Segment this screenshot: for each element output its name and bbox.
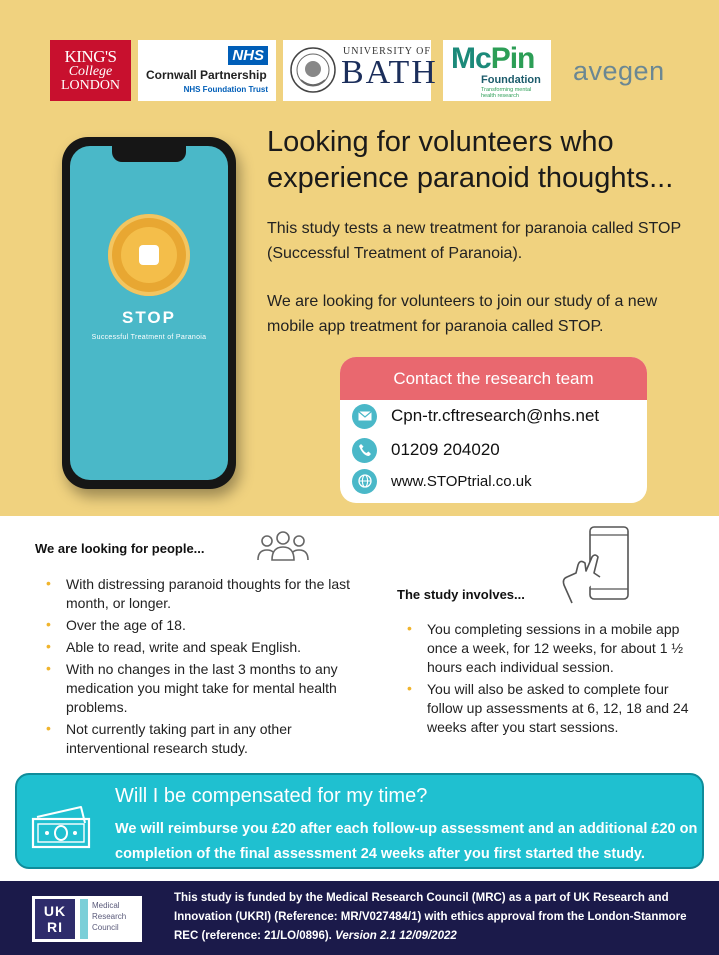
- contact-card: [340, 357, 647, 503]
- app-subtitle: Successful Treatment of Paranoia: [91, 334, 207, 341]
- looking-for-list: [40, 575, 370, 761]
- university-of-bath-logo: UNIVERSITY OF BATH: [283, 40, 431, 101]
- ukri-logo: UK RI: [35, 899, 75, 939]
- intro-paragraph-2: We are looking for volunteers to join our study of a new mobile app treatment for paranoia called STOP.: [267, 293, 658, 335]
- study-involves-list: [401, 620, 701, 740]
- list-item: • With no changes in the last 3 months to any medication you might take for mental health problems.: [40, 660, 370, 717]
- page-title: Looking for volunteers who experience paranoid thoughts...: [267, 126, 674, 194]
- phone-screen: [70, 146, 228, 480]
- email-icon: [352, 404, 377, 429]
- compensation-panel: [15, 773, 704, 869]
- looking-for-title: We are looking for people...: [35, 541, 205, 556]
- contact-heading: Contact the research team: [340, 357, 647, 400]
- compensation-body: We will reimburse you £20 after each follow-up assessment and an additional £20 on completion of the final assessment 24 weeks after you first started the study.: [115, 821, 698, 862]
- mcpin-foundation-logo: McPin Foundation Transforming mental health research: [443, 40, 551, 101]
- list-item: • With distressing paranoid thoughts for the last month, or longer.: [40, 575, 370, 613]
- globe-icon: [352, 469, 377, 494]
- contact-phone-row[interactable]: [352, 437, 500, 463]
- study-involves-title: The study involves...: [397, 587, 525, 602]
- mrc-logo-text: Medical Research Council: [92, 901, 127, 932]
- bath-seal-icon: [289, 46, 337, 94]
- ukri-mrc-logo: [32, 896, 142, 942]
- contact-website[interactable]: www.STOPtrial.co.uk: [391, 472, 532, 490]
- list-item: • You completing sessions in a mobile app once a week, for 12 weeks, for about 1 ½ hours each individual session.: [401, 620, 701, 677]
- kings-college-london-logo: KING'S College LONDON: [50, 40, 131, 101]
- list-item: • Not currently taking part in any other interventional research study.: [40, 720, 370, 758]
- contact-phone[interactable]: 01209 204020: [391, 440, 500, 459]
- funding-statement: This study is funded by the Medical Research Council (MRC) as a part of UK Research and Innovation (UKRI) (Reference: MR/V027484/1) with ethics approval from the London-Stanmore REC (reference: 21/LO/0896). Version 2.1 12/09/2022: [174, 892, 687, 942]
- contact-website-row[interactable]: [352, 468, 532, 494]
- nhs-badge: NHS: [228, 46, 268, 65]
- cornwall-partnership-logo: NHS Cornwall Partnership NHS Foundation Trust: [138, 40, 276, 101]
- money-icon: [31, 805, 93, 849]
- people-icon: [256, 529, 310, 563]
- footer: [0, 881, 719, 955]
- stop-app-icon: [108, 214, 190, 296]
- intro-paragraph: This study tests a new treatment for paranoia called STOP (Successful Treatment of Paranoia).: [267, 220, 681, 262]
- app-name: STOP: [122, 308, 176, 327]
- touch-phone-icon: [558, 525, 634, 607]
- list-item: • Over the age of 18.: [40, 616, 370, 635]
- contact-email[interactable]: Cpn-tr.cftresearch@nhs.net: [391, 406, 600, 425]
- phone-icon: [352, 438, 377, 463]
- phone-mockup: [62, 137, 236, 489]
- version-text: Version 2.1 12/09/2022: [335, 930, 457, 942]
- list-item: • You will also be asked to complete four follow up assessments at 6, 12, 18 and 24 weeks after you start sessions.: [401, 680, 701, 737]
- contact-email-row[interactable]: [352, 403, 599, 429]
- avegen-logo: avegen: [573, 56, 665, 86]
- compensation-title: Will I be compensated for my time?: [115, 785, 428, 807]
- list-item: • Able to read, write and speak English.: [40, 638, 370, 657]
